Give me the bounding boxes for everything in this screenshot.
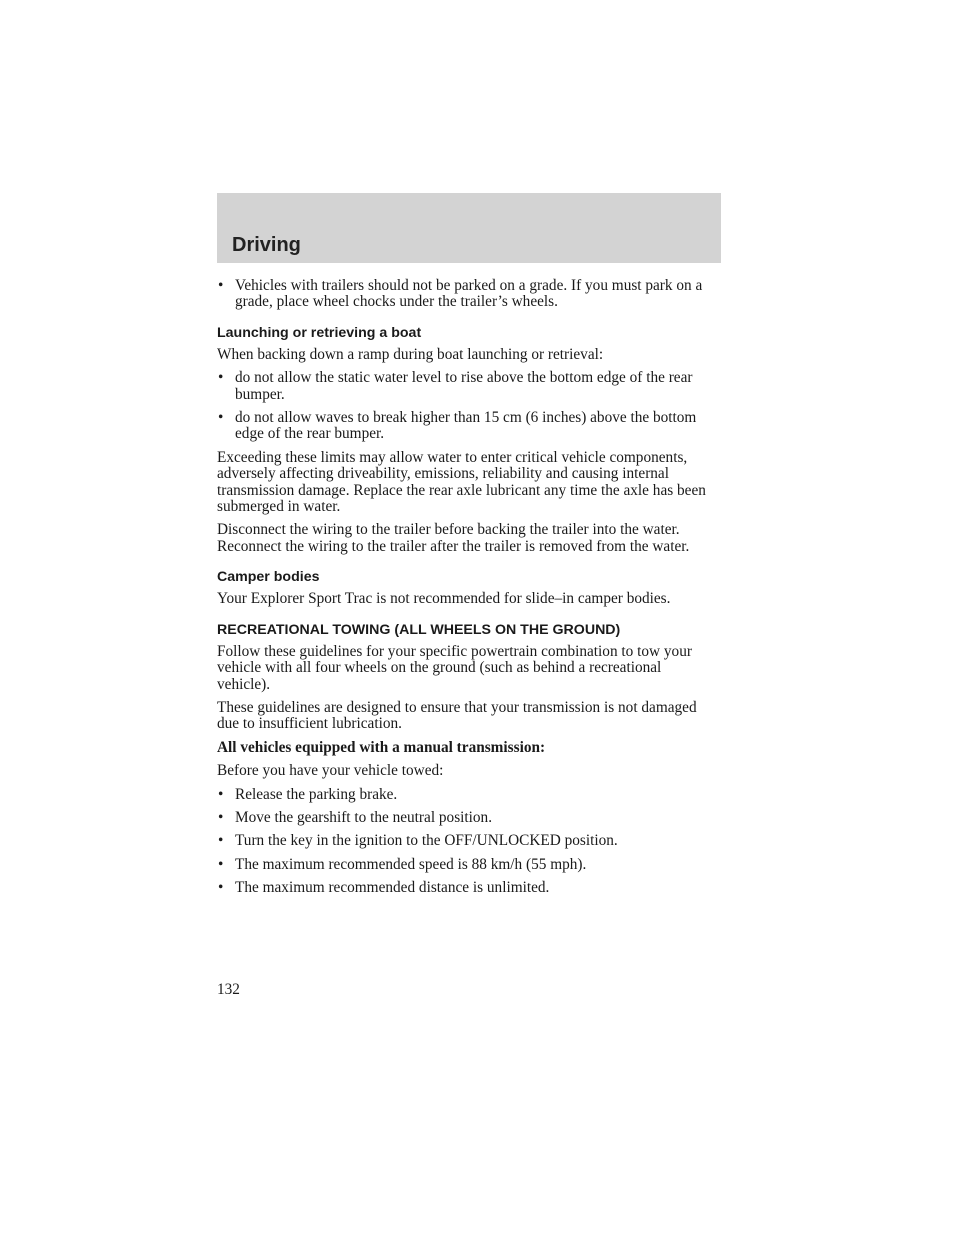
camper-paragraph: Your Explorer Sport Trac is not recommended for slide–in camper bodies. [217,590,671,608]
list-item [217,880,717,896]
list-item [217,787,717,803]
towing-lead-paragraph: Before you have your vehicle towed: [217,762,444,780]
bullet-icon: • [218,369,224,387]
bullet-icon: • [218,277,224,294]
towing-heading: RECREATIONAL TOWING (ALL WHEELS ON THE GROUND) [217,621,621,638]
bullet-icon: • [218,808,224,826]
list-item [217,370,717,403]
list-item-text: Move the gearshift to the neutral position. [235,808,493,826]
list-item [217,833,717,849]
page-number: 132 [217,981,240,998]
towing-paragraph-guidelines: Follow these guidelines for your specific powertrain combination to tow your vehicle with all four wheels on the ground (such as behind a recreational vehicle). [217,642,692,693]
list-item-text: do not allow waves to break higher than 15 cm (6 inches) above the bottom edge of the rear bumper. [235,409,697,443]
bullet-icon: • [218,785,224,803]
list-item [217,278,717,311]
list-item [217,857,717,873]
manual-transmission-heading: All vehicles equipped with a manual transmission: [217,738,546,756]
list-item-text: The maximum recommended speed is 88 km/h (55 mph). [235,855,587,873]
bullet-icon: • [218,879,224,897]
list-item-text: Vehicles with trailers should not be parked on a grade. If you must park on a grade, place wheel chocks under the trailer’s wheels. [235,277,703,311]
camper-heading: Camper bodies [217,569,320,586]
bullet-icon: • [218,832,224,850]
page-content [217,278,717,904]
section-title: Driving [232,234,301,256]
bullet-icon: • [218,409,224,427]
boat-heading: Launching or retrieving a boat [217,324,422,341]
list-item-text: Turn the key in the ignition to the OFF/UNLOCKED position. [235,832,618,850]
section-header-band [217,193,721,263]
towing-paragraph-lubrication: These guidelines are designed to ensure that your transmission is not damaged due to insufficient lubrication. [217,698,697,733]
list-item-text: do not allow the static water level to rise above the bottom edge of the rear bumper. [235,369,693,403]
list-item [217,810,717,826]
list-item-text: Release the parking brake. [235,785,398,803]
boat-lead-paragraph: When backing down a ramp during boat launching or retrieval: [217,345,604,363]
list-item [217,410,717,443]
boat-paragraph-wiring: Disconnect the wiring to the trailer before backing the trailer into the water. Reconnect the wiring to the trailer after the trailer is removed from the water. [217,521,690,555]
list-item-text: The maximum recommended distance is unlimited. [235,879,550,897]
boat-paragraph-limits: Exceeding these limits may allow water to enter critical vehicle components, adversely affecting driveability, emissions, reliability and causing internal transmission damage. Replace the rear axle lubricant any time the axle has been submerged in water. [217,448,706,516]
bullet-icon: • [218,855,224,873]
